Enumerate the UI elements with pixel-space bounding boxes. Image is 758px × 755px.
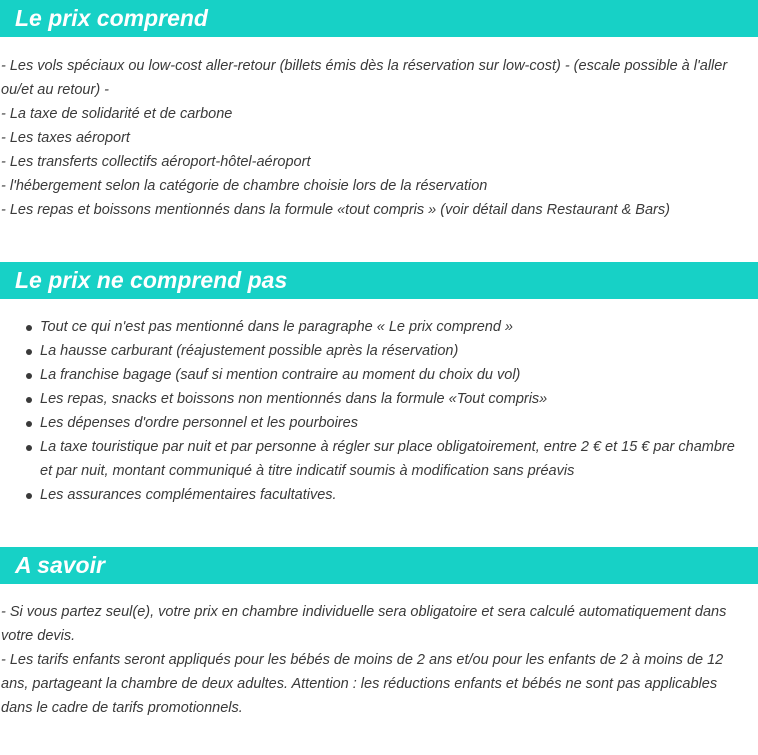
bullet-icon bbox=[26, 325, 32, 331]
list-item-text: Les dépenses d'ordre personnel et les pourboires bbox=[40, 415, 358, 431]
list-item-text: La hausse carburant (réajustement possible après la réservation) bbox=[40, 343, 459, 359]
section-header-good-to-know bbox=[0, 547, 758, 584]
section-title-good-to-know: A savoir bbox=[15, 552, 105, 578]
section-title-included: Le prix comprend bbox=[15, 5, 208, 31]
list-item: - Si vous partez seul(e), votre prix en chambre individuelle sera obligatoire et sera calculé automatiquement dans votre devis. bbox=[1, 604, 727, 644]
list-item-text: La taxe touristique par nuit et par personne à régler sur place obligatoirement, entre 2 € et 15 € par chambre et par nuit, montant communiqué à titre indicatif soumis à modification sans préavis bbox=[40, 439, 735, 479]
good-to-know-list bbox=[0, 600, 758, 720]
bullet-icon bbox=[26, 421, 32, 427]
section-header-not-included bbox=[0, 262, 758, 299]
included-list bbox=[0, 54, 758, 222]
section-title-not-included: Le prix ne comprend pas bbox=[15, 267, 288, 293]
section-header-included bbox=[0, 0, 758, 37]
section-not-included bbox=[0, 262, 758, 507]
list-item-text: Les assurances complémentaires facultatives. bbox=[40, 487, 337, 503]
list-item bbox=[0, 339, 758, 363]
list-item: - Les tarifs enfants seront appliqués pour les bébés de moins de 2 ans et/ou pour les enfants de 2 à moins de 12 ans, partageant la chambre de deux adultes. Attention : les réductions enfants et bébés ne sont pas applicables dans le cadre de tarifs promotionnels. bbox=[1, 652, 724, 716]
list-item bbox=[0, 483, 758, 507]
section-included bbox=[0, 0, 758, 222]
list-item: - l'hébergement selon la catégorie de chambre choisie lors de la réservation bbox=[1, 178, 488, 194]
not-included-list bbox=[0, 315, 758, 507]
bullet-icon bbox=[26, 373, 32, 379]
bullet-icon bbox=[26, 349, 32, 355]
list-item bbox=[0, 411, 758, 435]
list-item bbox=[0, 363, 758, 387]
bullet-icon bbox=[26, 397, 32, 403]
list-item-text: Tout ce qui n'est pas mentionné dans le paragraphe « Le prix comprend » bbox=[40, 319, 513, 335]
bullet-icon bbox=[26, 493, 32, 499]
list-item bbox=[0, 387, 758, 411]
list-item: - Les transferts collectifs aéroport-hôtel-aéroport bbox=[1, 154, 311, 170]
section-body-not-included bbox=[0, 299, 758, 507]
list-item: - Les taxes aéroport bbox=[1, 130, 130, 146]
section-body-good-to-know bbox=[0, 584, 758, 720]
list-item bbox=[0, 315, 758, 339]
section-body-included bbox=[0, 37, 758, 222]
list-item bbox=[0, 435, 758, 483]
list-item: - La taxe de solidarité et de carbone bbox=[1, 106, 233, 122]
list-item: - Les vols spéciaux ou low-cost aller-retour (billets émis dès la réservation sur low-cost) - (escale possible à l'aller ou/et au retour) - bbox=[1, 58, 728, 98]
list-item-text: Les repas, snacks et boissons non mentionnés dans la formule «Tout compris» bbox=[40, 391, 548, 407]
list-item-text: La franchise bagage (sauf si mention contraire au moment du choix du vol) bbox=[40, 367, 521, 383]
list-item: - Les repas et boissons mentionnés dans la formule «tout compris » (voir détail dans Restaurant & Bars) bbox=[1, 202, 670, 218]
section-good-to-know bbox=[0, 547, 758, 720]
bullet-icon bbox=[26, 445, 32, 451]
